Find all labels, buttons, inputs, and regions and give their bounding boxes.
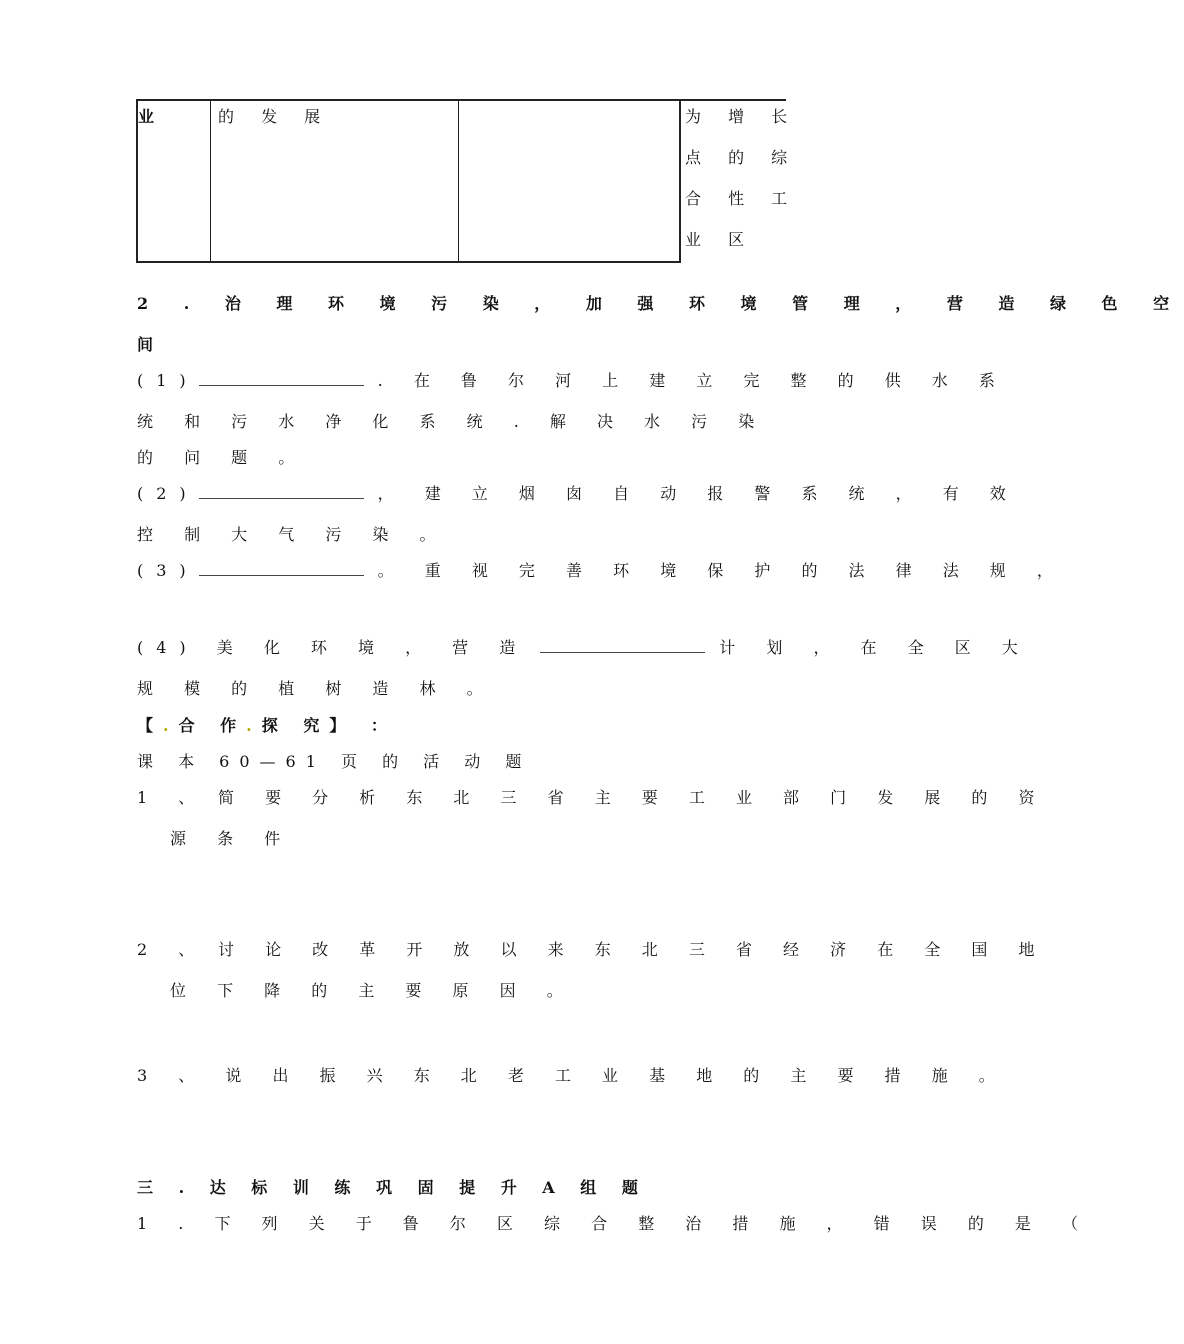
item1-text: . 在 鲁 尔 河 上 建 立 完 整 的 供 水 系 [377,371,1008,390]
table-cell-col4-line4: 业 区 [685,230,756,249]
item3-text: 。 重 视 完 善 环 境 保 护 的 法 律 法 规 ， [377,561,1066,580]
heading-word-1: 合 作 [178,716,247,735]
table-top-border [136,99,786,101]
section2-heading-cont: 间 [137,335,169,354]
q3-line: 3 、 说 出 振 兴 东 北 老 工 业 基 地 的 主 要 措 施 。 [137,1066,1008,1085]
q1-line2: 源 条 件 [170,829,294,848]
table-divider-3 [679,99,681,263]
dot-2: . [246,716,262,735]
section2-heading: 2 . 治 理 环 境 污 染 ， 加 强 环 境 管 理 ， 营 造 绿 色 空 [137,294,1184,313]
item3-number: (3) [137,561,199,580]
section3-heading: 三 . 达 标 训 练 巩 固 提 升 A 组 题 [137,1178,648,1197]
q2-line1: 讨 论 改 革 开 放 以 来 东 北 三 省 经 济 在 全 国 地 [218,940,1048,959]
table-divider-2 [458,99,459,263]
q1-line1: 简 要 分 析 东 北 三 省 主 要 工 业 部 门 发 展 的 资 [218,788,1048,807]
table-cell-col4-line2: 点 的 综 [685,148,799,167]
item1-number: (1) [137,371,199,390]
section3-q1: 1 . 下 列 关 于 鲁 尔 区 综 合 整 治 措 施 ， 错 误 的 是 （ [137,1214,1091,1233]
table-cell-col4-line3: 合 性 工 [685,189,799,208]
heading-word-2: 探 究 [261,716,330,735]
item2-blank[interactable] [199,486,364,499]
cooperate-intro: 课 本 60—61 页 的 活 动 题 [137,752,532,771]
item2-text: ， 建 立 烟 囱 自 动 报 警 系 统 ， 有 效 [377,484,1019,503]
item2-line2: 控 制 大 气 污 染 。 [137,525,449,544]
cooperate-heading [137,713,397,736]
bracket-open: 【 [137,716,164,735]
item4-text-after: 计 划 ， 在 全 区 大 [719,638,1031,657]
table-cell-col2: 的 发 展 [218,107,332,126]
item1-line3: 的 问 题 。 [137,448,308,467]
item1-line2: 统 和 污 水 净 化 系 统 . 解 决 水 污 染 [137,412,768,431]
table-cell-col1: 业 [138,107,166,126]
q1-number: 1 、 [137,788,208,807]
item3-line1 [137,558,1066,581]
item4-blank[interactable] [540,640,705,653]
item4-text-before: (4) 美 化 环 境 ， 营 造 [137,638,529,657]
item2-number: (2) [137,484,199,503]
item4-line2: 规 模 的 植 树 造 林 。 [137,679,496,698]
item3-blank[interactable] [199,563,364,576]
bracket-close: 】 ： [329,716,397,735]
table-bottom-border [136,261,680,263]
item2-line1 [137,481,1019,504]
q2-line2: 位 下 降 的 主 要 原 因 。 [170,981,576,1000]
item1-line1 [137,368,1008,391]
table-divider-1 [210,99,211,263]
item1-blank[interactable] [199,373,364,386]
table-cell-col4-line1: 为 增 长 [685,107,799,126]
item4-line1 [137,635,1031,658]
dot-1: . [163,716,179,735]
q2-number: 2 、 [137,940,208,959]
